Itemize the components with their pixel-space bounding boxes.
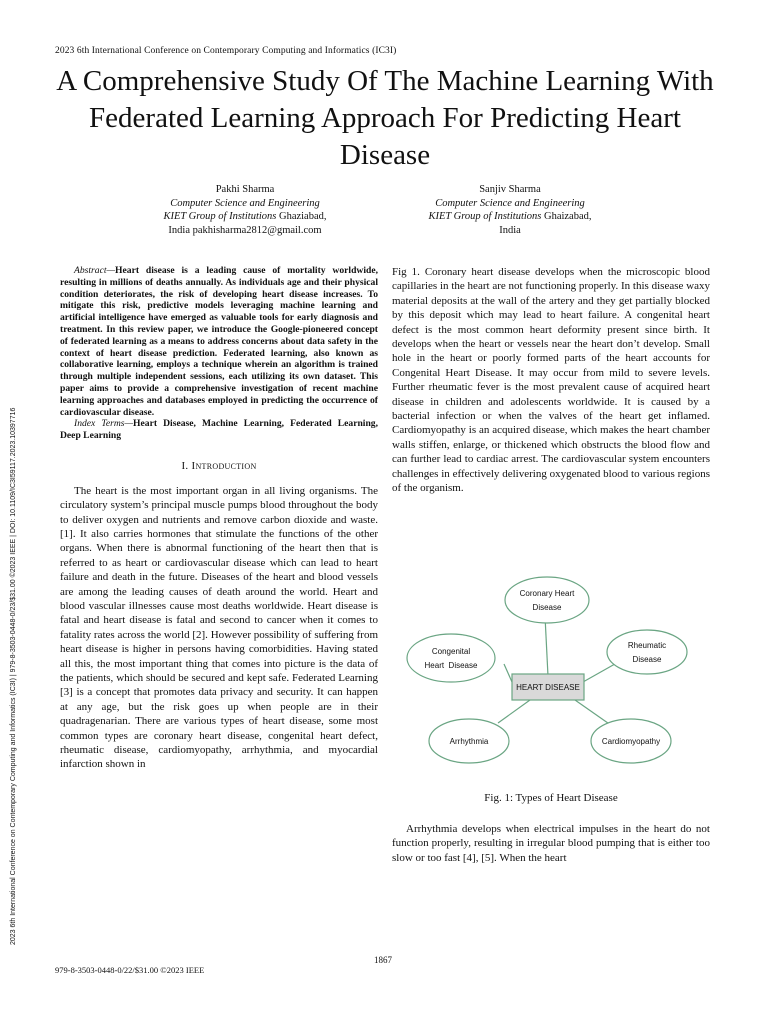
index-terms <box>60 418 378 442</box>
left-column <box>60 265 378 772</box>
node-label: Coronary Heart <box>519 589 575 598</box>
conference-header: 2023 6th International Conference on Contemporary Computing and Informatics (IC3I) <box>55 46 397 56</box>
index-terms-text: Heart Disease, Machine Learning, Federated Learning, Deep Learning <box>60 418 379 442</box>
right-paragraph-2: Arrhythmia develops when electrical impulses in the heart do not function properly, resulting in irregular blood pumping that is either too slow or too fast [4], [5]. When the heart <box>392 823 710 864</box>
author-institution <box>395 210 625 224</box>
paper-title: A Comprehensive Study Of The Machine Learning With Federated Learning Approach For Predicting Heart Disease <box>56 65 714 171</box>
side-stamp: 2023 6th International Conference on Contemporary Computing and Informatics (IC3I) | 979-8-3503-0448-0/23/$31.00 ©2023 IEEE | DOI: 10.1109/IC3I59117.2023.10397716 <box>10 407 17 945</box>
node-coronary-heart-disease <box>505 577 589 623</box>
node-rheumatic-disease <box>607 630 687 674</box>
right-column <box>392 265 710 496</box>
author-dept: Computer Science and Engineering <box>170 197 320 209</box>
connector-line <box>504 664 512 682</box>
right-column-continued <box>392 822 710 865</box>
abstract-lead: Abstract— <box>74 265 116 276</box>
section-heading-introduction: I. Introduction <box>181 460 257 473</box>
node-label: Congenital <box>431 647 471 656</box>
author-name: Pakhi Sharma <box>215 184 275 195</box>
node-label: Arrhythmia <box>449 737 489 746</box>
page-number: 1867 <box>374 955 392 965</box>
node-label: Disease <box>532 603 562 612</box>
author-block-2 <box>395 183 625 237</box>
index-terms-lead: Index Terms— <box>74 418 134 430</box>
intro-paragraph: The heart is the most important organ in all living organisms. The circulatory system’s principal muscle pumps blood throughout the body to deliver oxygen and nutrients and remove carbon dioxide and waste. [1]. It also carries hormones that stimulate the functions of the other organs. When there is abnormal functioning of the heart then that is referred to as heart or cardiovascular disease which can lead to heart failure and death in the future. Diseases of the heart and blood vessels are among the leading causes of death around the world. Heart and blood vascular illnesses cause most deaths worldwide. Heart disease is fatal and heart disease is fatal and second to cancer when it comes to fatality rates across the world [2]. However possibility of suffering from heart disease is higher in persons having comorbidities. Having stated all this, the most important thing that comes into picture is the data of the patients, which should be secured and kept safe. Federated Learning [3] is a concept that promotes data privacy and security. It can happen at any age, but the risk goes up when people are in their quadragenarian. There are various types of heart disease, some most common types are coronary heart disease, congenital heart defect, rheumatic disease, cardiomyopathy, arrhythmia, and myocardial infarction shown in <box>60 484 378 771</box>
author-inst-name: KIET Group of Institutions <box>428 211 542 222</box>
abstract-text: Heart disease is a leading cause of mortality worldwide, resulting in millions of deaths annually. As individuals age and their physical condition deteriorates, the risk of developing heart disease increases. To mitigate this risk, predictive models leveraging machine learning and artificial intelligence have emerged as valuable tools for early diagnosis and treatment. In this review paper, we introduce the Google-pioneered concept of federated learning as a means to address concerns about data safety in the context of heart disease prediction. Federated learning, also known as collaborative learning, employs a technique wherein an algorithm is trained through multiple independent sessions, each utilizing its own dataset. This paper aims to provide a comprehensive investigation of recent machine learning approaches and databases employed in predicting the occurrence of cardiovascular disease. <box>60 265 378 418</box>
connector-line <box>545 616 548 676</box>
author-inst-city: Ghaizabad, <box>541 211 592 222</box>
author-name: Sanjiv Sharma <box>479 184 541 195</box>
author-location: India pakhisharma2812@gmail.com <box>168 224 322 236</box>
node-label: Rheumatic <box>627 641 667 650</box>
abstract <box>60 265 378 418</box>
heart-disease-types-diagram <box>400 568 710 768</box>
node-congenital-heart-disease <box>407 634 495 682</box>
figure-caption: Fig. 1: Types of Heart Disease <box>484 792 618 804</box>
author-inst-name: KIET Group of Institutions <box>163 211 277 222</box>
node-label: Disease <box>632 655 662 664</box>
right-paragraph-1: Fig 1. Coronary heart disease develops when the microscopic blood capillaries in the heart are not functioning properly. In this disease waxy material deposits at the wall of the artery and they get partially blocked by this deposit which may lead to heart failure. A congenital heart defect is the most common heart deformity present since birth. It develops when the heart or vessels near the heart don’t develop. Small hole in the heart or poorly formed parts of the heart accounts for Congenital Heart Disease. It may occur from mild to severe levels. Further rheumatic fever is the most prevalent cause of acquired heart disease in children and adolescents worldwide. It is caused by a bacterial infection or when the valves of the heart get inflamed. Cardiomyopathy is an acquired disease, which makes the heart chamber walls stiffen, enlarge, or thickened which obstructs the blood flow and can further lead to cardiac arrest. The cardiovascular system encounters challenges in effectively delivering oxygenated blood to various regions of the organism. <box>392 266 710 495</box>
footer-copyright: 979-8-3503-0448-0/22/$31.00 ©2023 IEEE <box>55 965 205 975</box>
node-label: Cardiomyopathy <box>601 737 661 746</box>
node-label: Heart Disease <box>424 661 478 670</box>
author-block-1 <box>130 183 360 237</box>
author-inst-city: Ghaziabad, <box>276 211 327 222</box>
center-box-label: HEART DISEASE <box>516 683 580 692</box>
author-institution <box>130 210 360 224</box>
author-dept: Computer Science and Engineering <box>435 197 585 209</box>
author-location: India <box>499 224 521 236</box>
connector-line <box>498 700 530 723</box>
